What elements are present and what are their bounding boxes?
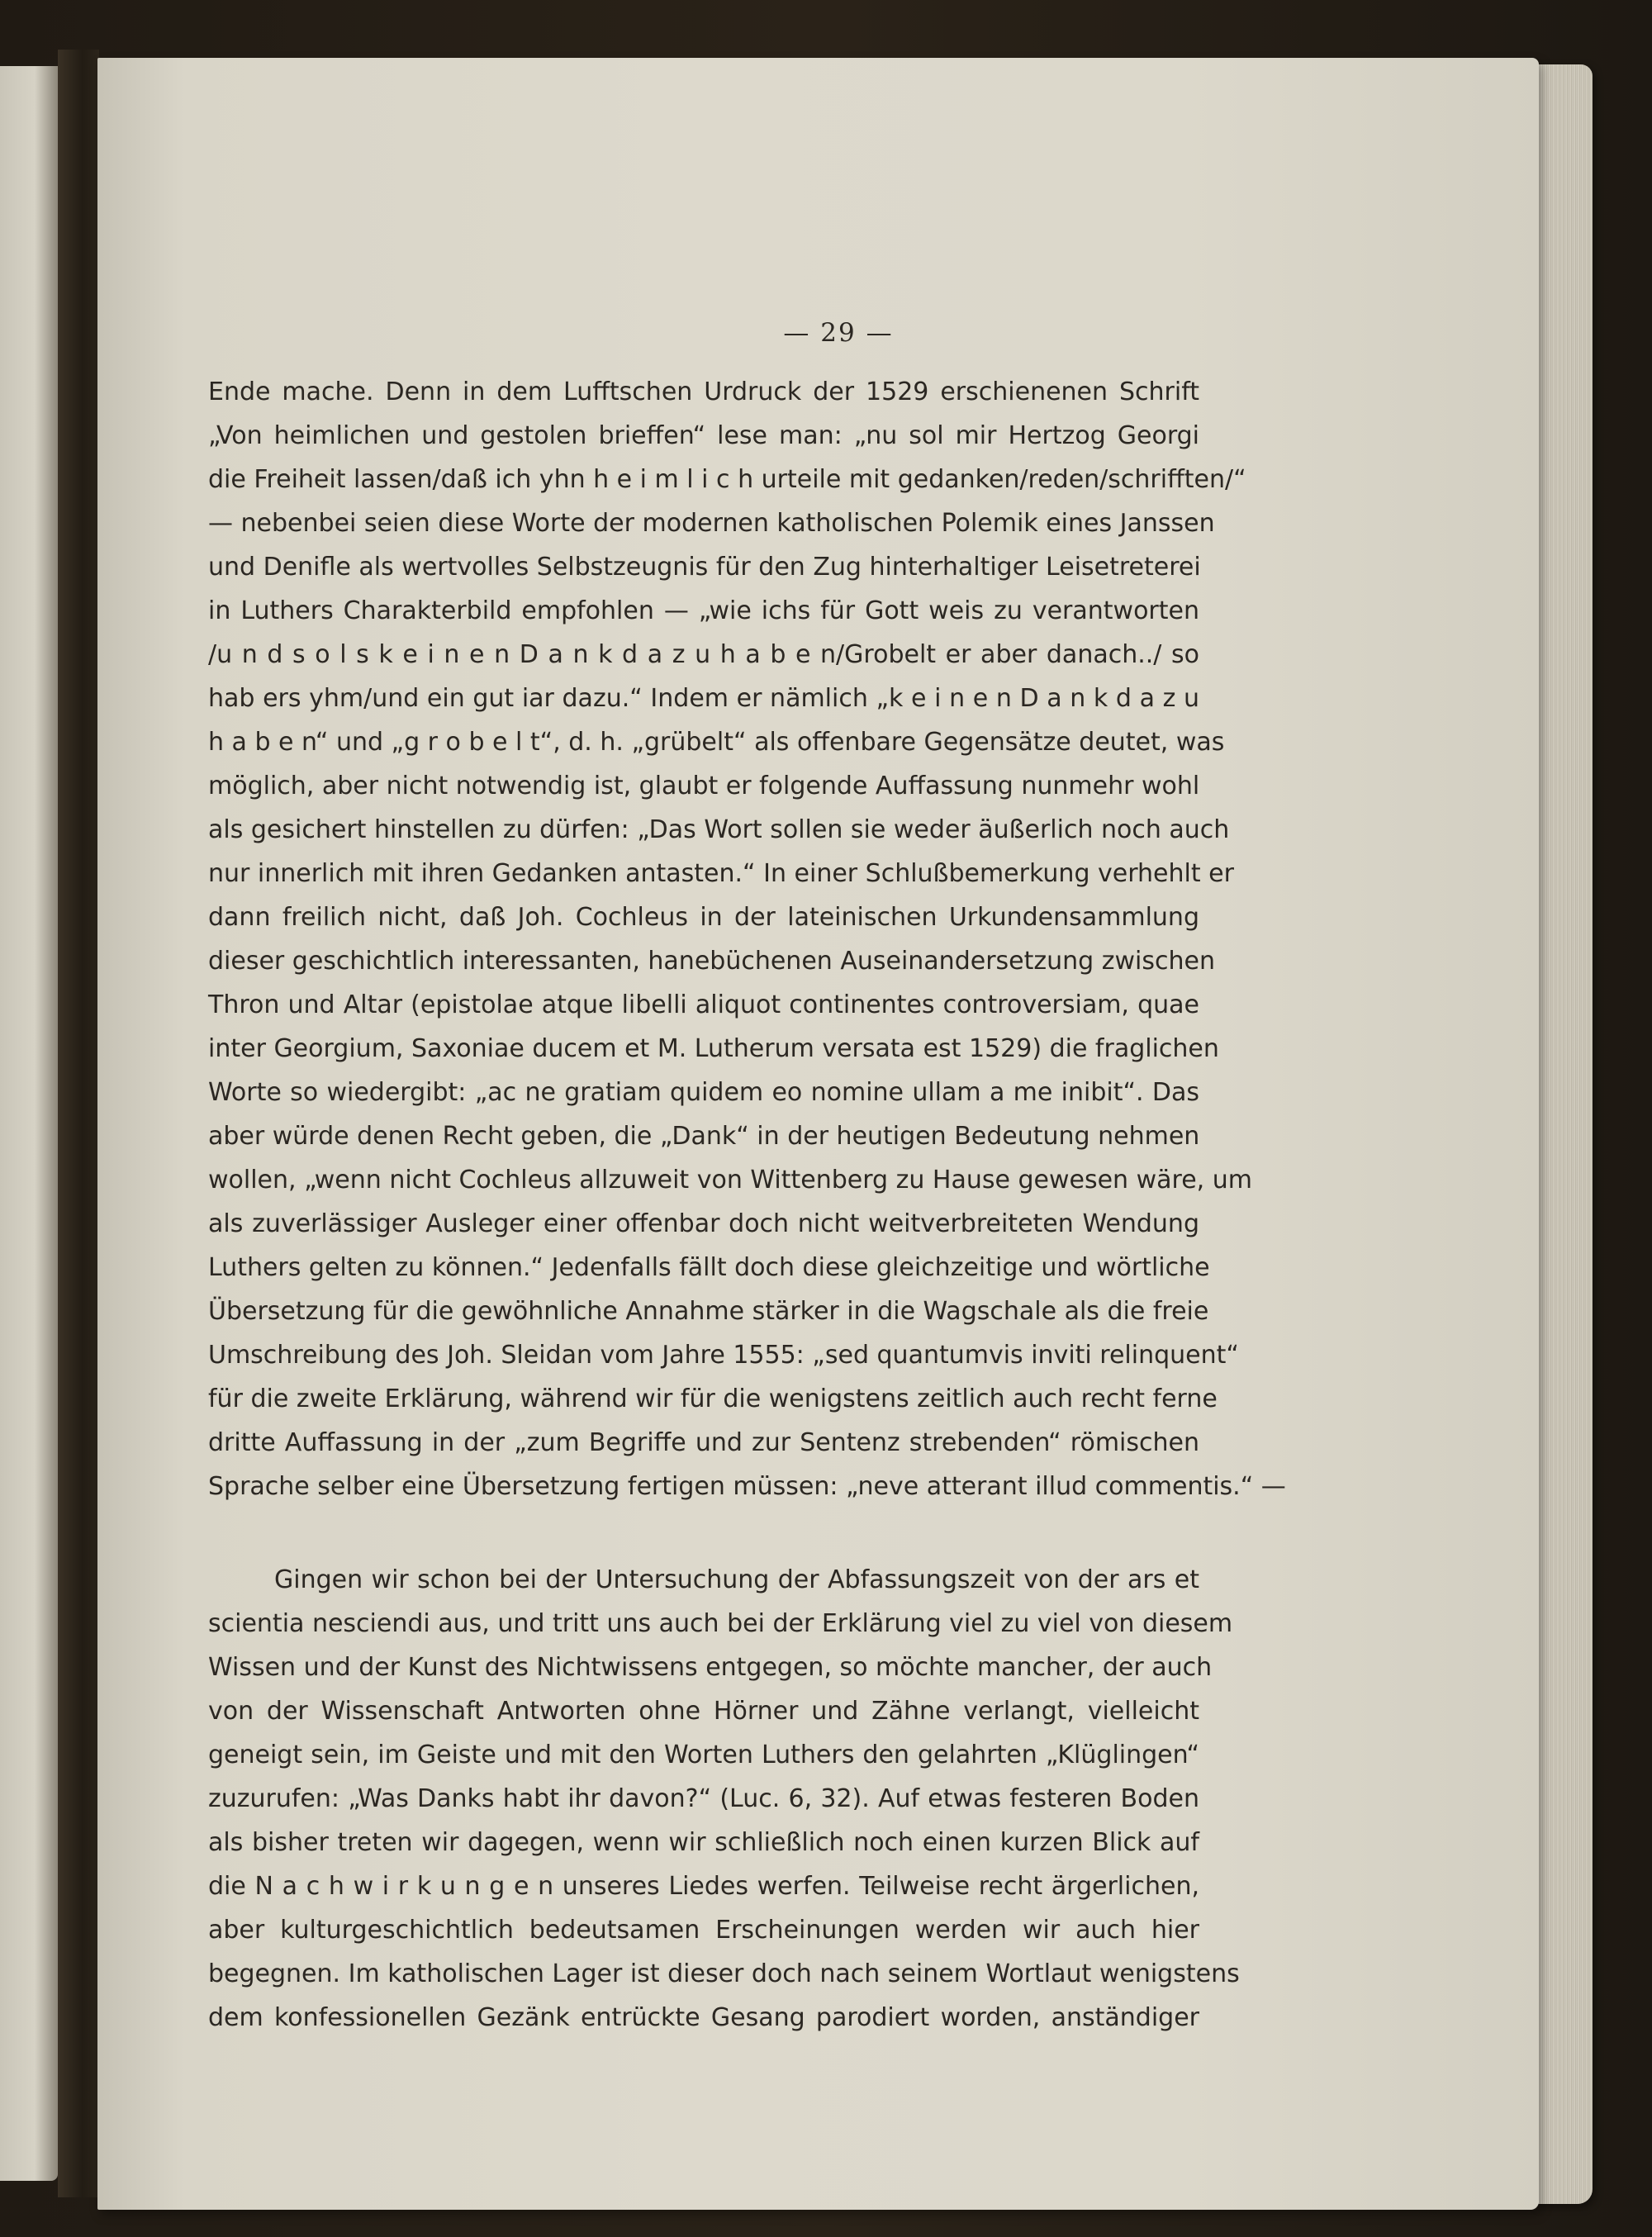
text-line: dritte Auffassung in der „zum Begriffe und zur Sentenz strebenden“ römischen bbox=[208, 1428, 1199, 1457]
text-line: wollen, „wenn nicht Cochleus allzuweit von Wittenberg zu Hause gewesen wäre, um bbox=[208, 1166, 1252, 1194]
text-line: von der Wissenschaft Antworten ohne Hörner und Zähne verlangt, vielleicht bbox=[208, 1697, 1199, 1726]
text-line: inter Georgium, Saxoniae ducem et M. Lutherum versata est 1529) die fraglichen bbox=[208, 1034, 1219, 1063]
text-line: die N a c h w i r k u n g e n unseres Liedes werfen. Teilweise recht ärgerlichen, bbox=[208, 1872, 1199, 1901]
text-line: möglich, aber nicht notwendig ist, glaubt er folgende Auffassung nunmehr wohl bbox=[208, 772, 1200, 800]
text-line: dann freilich nicht, daß Joh. Cochleus in der lateinischen Urkundensammlung bbox=[208, 903, 1199, 932]
text-line: aber würde denen Recht geben, die „Dank“ in der heutigen Bedeutung nehmen bbox=[208, 1122, 1200, 1151]
page-body bbox=[208, 370, 1286, 2040]
paragraph-2 bbox=[208, 1558, 1240, 2040]
text-line: Sprache selber eine Übersetzung fertigen müssen: „neve atterant illud commentis.“ — bbox=[208, 1472, 1286, 1501]
text-line: /u n d s o l s k e i n e n D a n k d a z u h a b e n/Grobelt er aber danach../ so bbox=[208, 640, 1199, 669]
text-line: als zuverlässiger Ausleger einer offenbar doch nicht weitverbreiteten Wendung bbox=[208, 1209, 1199, 1238]
text-line: zuzurufen: „Was Danks habt ihr davon?“ (Luc. 6, 32). Auf etwas festeren Boden bbox=[208, 1784, 1199, 1813]
book-gutter bbox=[58, 50, 99, 2197]
text-line: aber kulturgeschichtlich bedeutsamen Erscheinungen werden wir auch hier bbox=[208, 1916, 1199, 1945]
text-line: h a b e n“ und „g r o b e l t“, d. h. „grübelt“ als offenbare Gegensätze deutet, was bbox=[208, 728, 1225, 757]
text-line: dieser geschichtlich interessanten, hanebüchenen Auseinandersetzung zwischen bbox=[208, 947, 1215, 976]
text-line: als bisher treten wir dagegen, wenn wir schließlich noch einen kurzen Blick auf bbox=[208, 1828, 1199, 1857]
text-line: scientia nesciendi aus, und tritt uns auch bei der Erklärung viel zu viel von diesem bbox=[208, 1609, 1233, 1638]
text-line: geneigt sein, im Geiste und mit den Worten Luthers den gelahrten „Klüglingen“ bbox=[208, 1741, 1199, 1769]
previous-page-edge bbox=[0, 66, 58, 2181]
text-line: Wissen und der Kunst des Nichtwissens entgegen, so möchte mancher, der auch bbox=[208, 1653, 1213, 1682]
text-line: begegnen. Im katholischen Lager ist dieser doch nach seinem Wortlaut wenigstens bbox=[208, 1959, 1240, 1988]
text-line: Worte so wiedergibt: „ac ne gratiam quidem eo nomine ullam a me inibit“. Das bbox=[208, 1078, 1199, 1107]
text-line: hab ers yhm/und ein gut iar dazu.“ Indem er nämlich „k e i n e n D a n k d a z u bbox=[208, 684, 1199, 713]
text-line: als gesichert hinstellen zu dürfen: „Das Wort sollen sie weder äußerlich noch auch bbox=[208, 815, 1230, 844]
paragraph-gap bbox=[208, 1508, 1199, 1558]
text-line: Umschreibung des Joh. Sleidan vom Jahre 1555: „sed quantumvis inviti relinquent“ bbox=[208, 1341, 1239, 1370]
paragraph-1 bbox=[208, 370, 1286, 1508]
text-line: Luthers gelten zu können.“ Jedenfalls fällt doch diese gleichzeitige und wörtliche bbox=[208, 1253, 1210, 1282]
text-line: Übersetzung für die gewöhnliche Annahme stärker in die Wagschale als die freie bbox=[208, 1297, 1209, 1326]
text-line: — nebenbei seien diese Worte der modernen katholischen Polemik eines Janssen bbox=[208, 509, 1215, 538]
text-line: nur innerlich mit ihren Gedanken antasten.“ In einer Schlußbemerkung verhehlt er bbox=[208, 859, 1234, 888]
text-line: Ende mache. Denn in dem Lufftschen Urdruck der 1529 erschienenen Schrift bbox=[208, 378, 1199, 406]
text-line: die Freiheit lassen/daß ich yhn h e i m l i c h urteile mit gedanken/reden/schrifften/“ bbox=[208, 465, 1246, 494]
text-line: in Luthers Charakterbild empfohlen — „wie ichs für Gott weis zu verantworten bbox=[208, 596, 1199, 625]
text-line: Gingen wir schon bei der Untersuchung der Abfassungszeit von der ars et bbox=[274, 1565, 1199, 1594]
text-line: für die zweite Erklärung, während wir für die wenigstens zeitlich auch recht ferne bbox=[208, 1384, 1218, 1413]
text-line: und Denifle als wertvolles Selbstzeugnis für den Zug hinterhaltiger Leisetreterei bbox=[208, 553, 1201, 582]
text-line: dem konfessionellen Gezänk entrückte Gesang parodiert worden, anständiger bbox=[208, 2003, 1199, 2032]
text-line: Thron und Altar (epistolae atque libelli aliquot continentes controversiam, quae bbox=[208, 990, 1199, 1019]
page-stack-edge bbox=[1535, 64, 1593, 2204]
page-number: — 29 — bbox=[783, 318, 894, 348]
text-line: „Von heimlichen und gestolen brieffen“ lese man: „nu sol mir Hertzog Georgi bbox=[208, 421, 1199, 450]
